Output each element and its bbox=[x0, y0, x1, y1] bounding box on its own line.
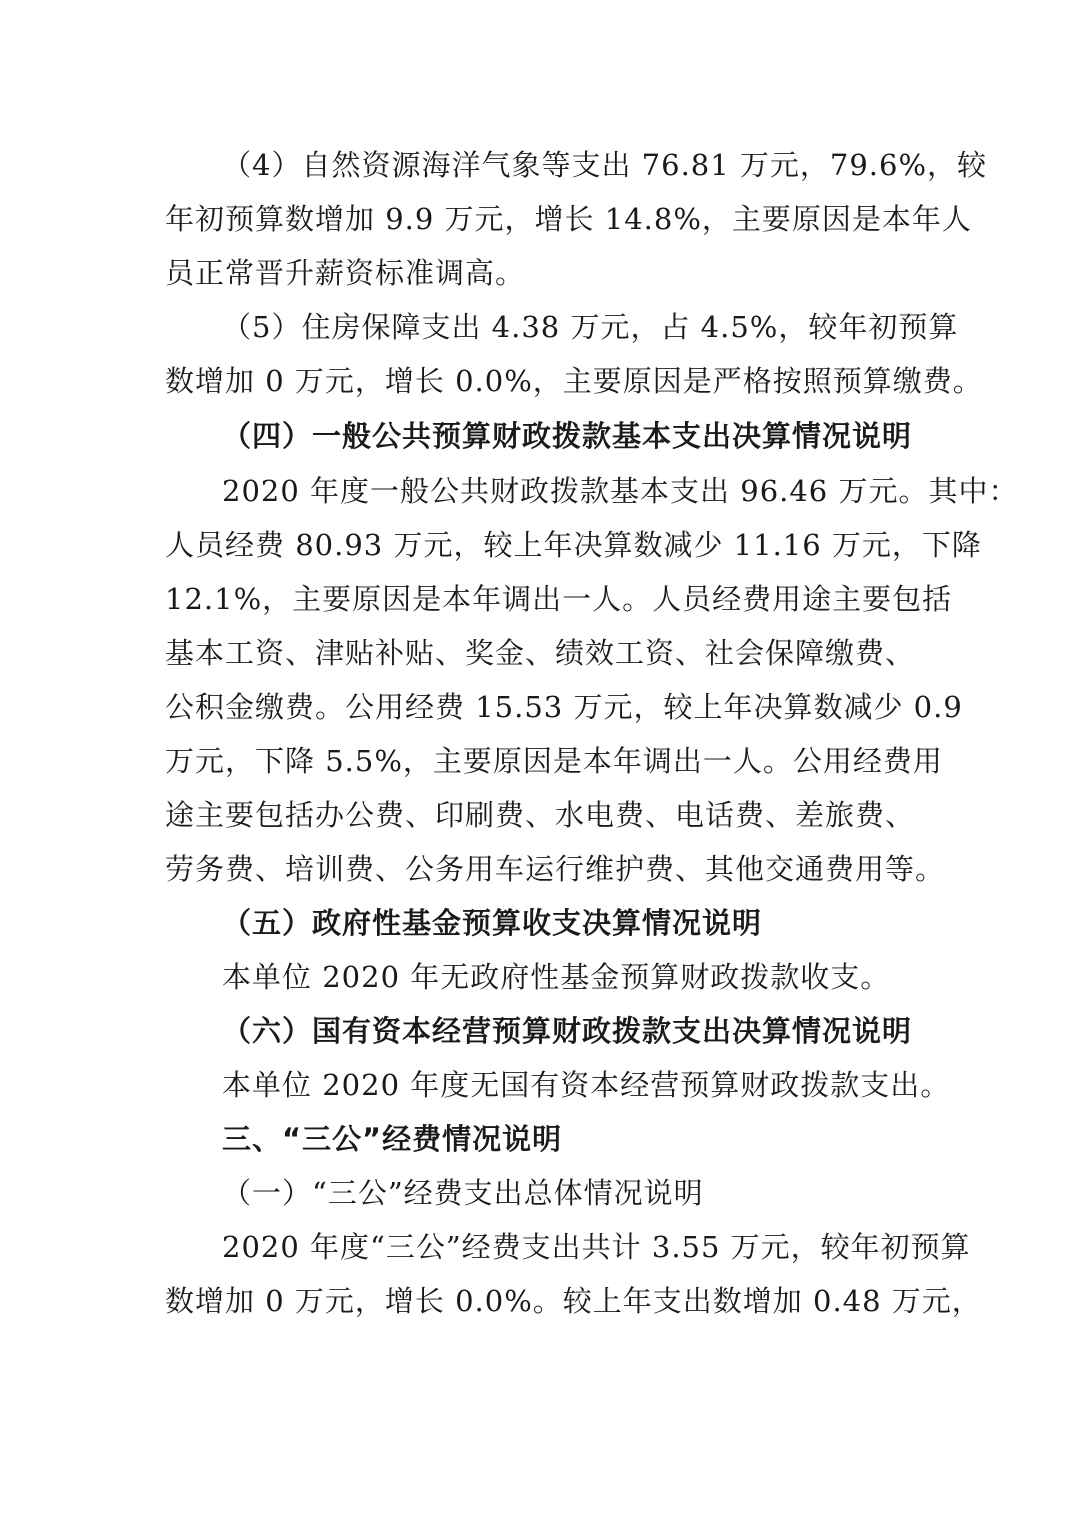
paragraph-line: 数增加 0 万元，增长 0.0%。较上年支出数增加 0.48 万元， bbox=[165, 1284, 982, 1318]
paragraph-line: 万元，下降 5.5%，主要原因是本年调出一人。公用经费用 bbox=[165, 744, 943, 778]
paragraph-line: 本单位 2020 年无政府性基金预算财政拨款收支。 bbox=[222, 960, 891, 994]
paragraph-line: 途主要包括办公费、印刷费、水电费、电话费、差旅费、 bbox=[165, 798, 916, 832]
paragraph-line: 2020 年度一般公共财政拨款基本支出 96.46 万元。其中： bbox=[222, 474, 1019, 508]
paragraph-line: 2020 年度“三公”经费支出共计 3.55 万元，较年初预算 bbox=[222, 1230, 971, 1264]
paragraph-line: 人员经费 80.93 万元，较上年决算数减少 11.16 万元，下降 bbox=[165, 528, 982, 562]
paragraph-line: 劳务费、培训费、公务用车运行维护费、其他交通费用等。 bbox=[165, 852, 946, 886]
paragraph-line: 本单位 2020 年度无国有资本经营预算财政拨款支出。 bbox=[222, 1068, 951, 1102]
paragraph-line: 12.1%，主要原因是本年调出一人。人员经费用途主要包括 bbox=[165, 582, 953, 616]
section-heading: 三、“三公”经费情况说明 bbox=[222, 1122, 563, 1156]
subsection-heading: （一）“三公”经费支出总体情况说明 bbox=[222, 1176, 704, 1210]
paragraph-line: 年初预算数增加 9.9 万元，增长 14.8%，主要原因是本年人 bbox=[165, 202, 972, 236]
section-heading: （四）一般公共预算财政拨款基本支出决算情况说明 bbox=[222, 419, 913, 453]
paragraph-line: （5）住房保障支出 4.38 万元，占 4.5%，较年初预算 bbox=[222, 310, 959, 344]
paragraph-line: 数增加 0 万元，增长 0.0%，主要原因是严格按照预算缴费。 bbox=[165, 364, 983, 398]
paragraph-line: （4）自然资源海洋气象等支出 76.81 万元，79.6%，较 bbox=[222, 148, 988, 182]
paragraph-line: 员正常晋升薪资标准调高。 bbox=[165, 256, 526, 290]
paragraph-line: 基本工资、津贴补贴、奖金、绩效工资、社会保障缴费、 bbox=[165, 636, 916, 670]
section-heading: （六）国有资本经营预算财政拨款支出决算情况说明 bbox=[222, 1014, 913, 1048]
section-heading: （五）政府性基金预算收支决算情况说明 bbox=[222, 906, 763, 940]
paragraph-line: 公积金缴费。公用经费 15.53 万元，较上年决算数减少 0.9 bbox=[165, 690, 963, 724]
